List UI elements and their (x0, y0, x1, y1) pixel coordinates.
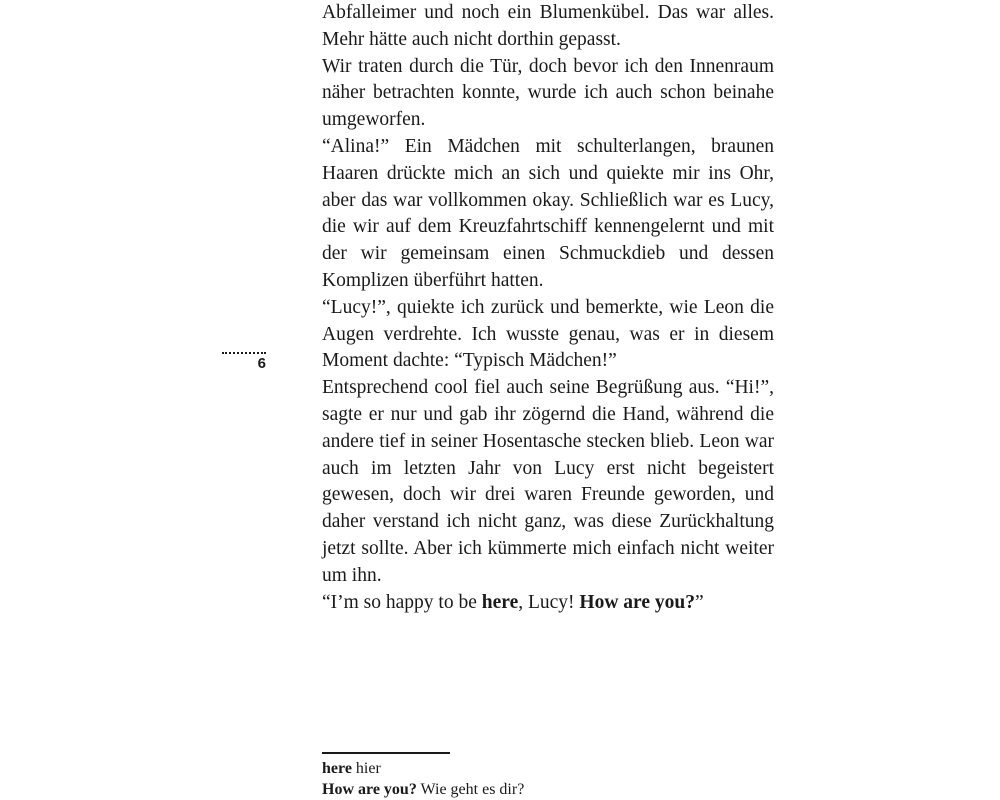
final-line-bold-how-are-you: How are you? (579, 591, 695, 613)
final-line-text-2: , Lucy! (518, 591, 580, 613)
paragraph-2: Wir traten durch die Tür, doch bevor ich den Innenraum näher betrachten konnte, wurde ich auch schon beinahe umgeworfen. (322, 55, 774, 131)
paragraph-5: Entsprechend cool fiel auch seine Begrüßung aus. “Hi!”, sagte er nur und gab ihr zögernd die Hand, während die andere tief in seiner Hosentasche stecken blieb. Leon war auch im letzten Jahr von Lucy erst nicht begeistert gewesen, doch wir drei waren Freunde geworden, und daher verstand ich nicht ganz, was diese Zurückhaltung jetzt sollte. Aber ich kümmerte mich einfach nicht weiter um ihn. (322, 377, 774, 586)
body-text (322, 0, 774, 616)
final-line-text-3: ” (694, 591, 704, 613)
page-number: 6 (257, 355, 266, 372)
footnotes (322, 758, 524, 800)
paragraph-4: “Lucy!”, quiekte ich zurück und bemerkte, wie Leon die Augen verdrehte. Ich wusste genau, was er in diesem Moment dachte: “Typisch Mädchen!” (322, 296, 774, 372)
final-line-bold-here: here (481, 591, 519, 613)
paragraph-6 (322, 590, 774, 617)
gloss-term: How are you? (322, 781, 417, 798)
page-number-dots (222, 352, 266, 354)
page-number-block (222, 352, 266, 372)
paragraph-3: “Alina!” Ein Mädchen mit schulterlangen, braunen Haaren drückte mich an sich und quiekte mir ins Ohr, aber das war vollkommen okay. Schließlich war es Lucy, die wir auf dem Kreuzfahrtschiff kennengelernt und mit der wir gemeinsam einen Schmuckdieb und dessen Komplizen überführt hatten. (322, 135, 774, 291)
footnote-rule (322, 752, 450, 754)
paragraph-1: Abfalleimer und noch ein Blumenkübel. Das war alles. Mehr hätte auch nicht dorthin gepasst. (322, 2, 774, 50)
gloss-line-1 (322, 758, 524, 779)
gloss-translation: Wie geht es dir? (420, 781, 525, 798)
gloss-term: here (322, 760, 352, 777)
gloss-line-2 (322, 779, 524, 800)
final-line-text-1: “I’m so happy to be (322, 591, 482, 613)
gloss-translation: hier (355, 760, 381, 777)
